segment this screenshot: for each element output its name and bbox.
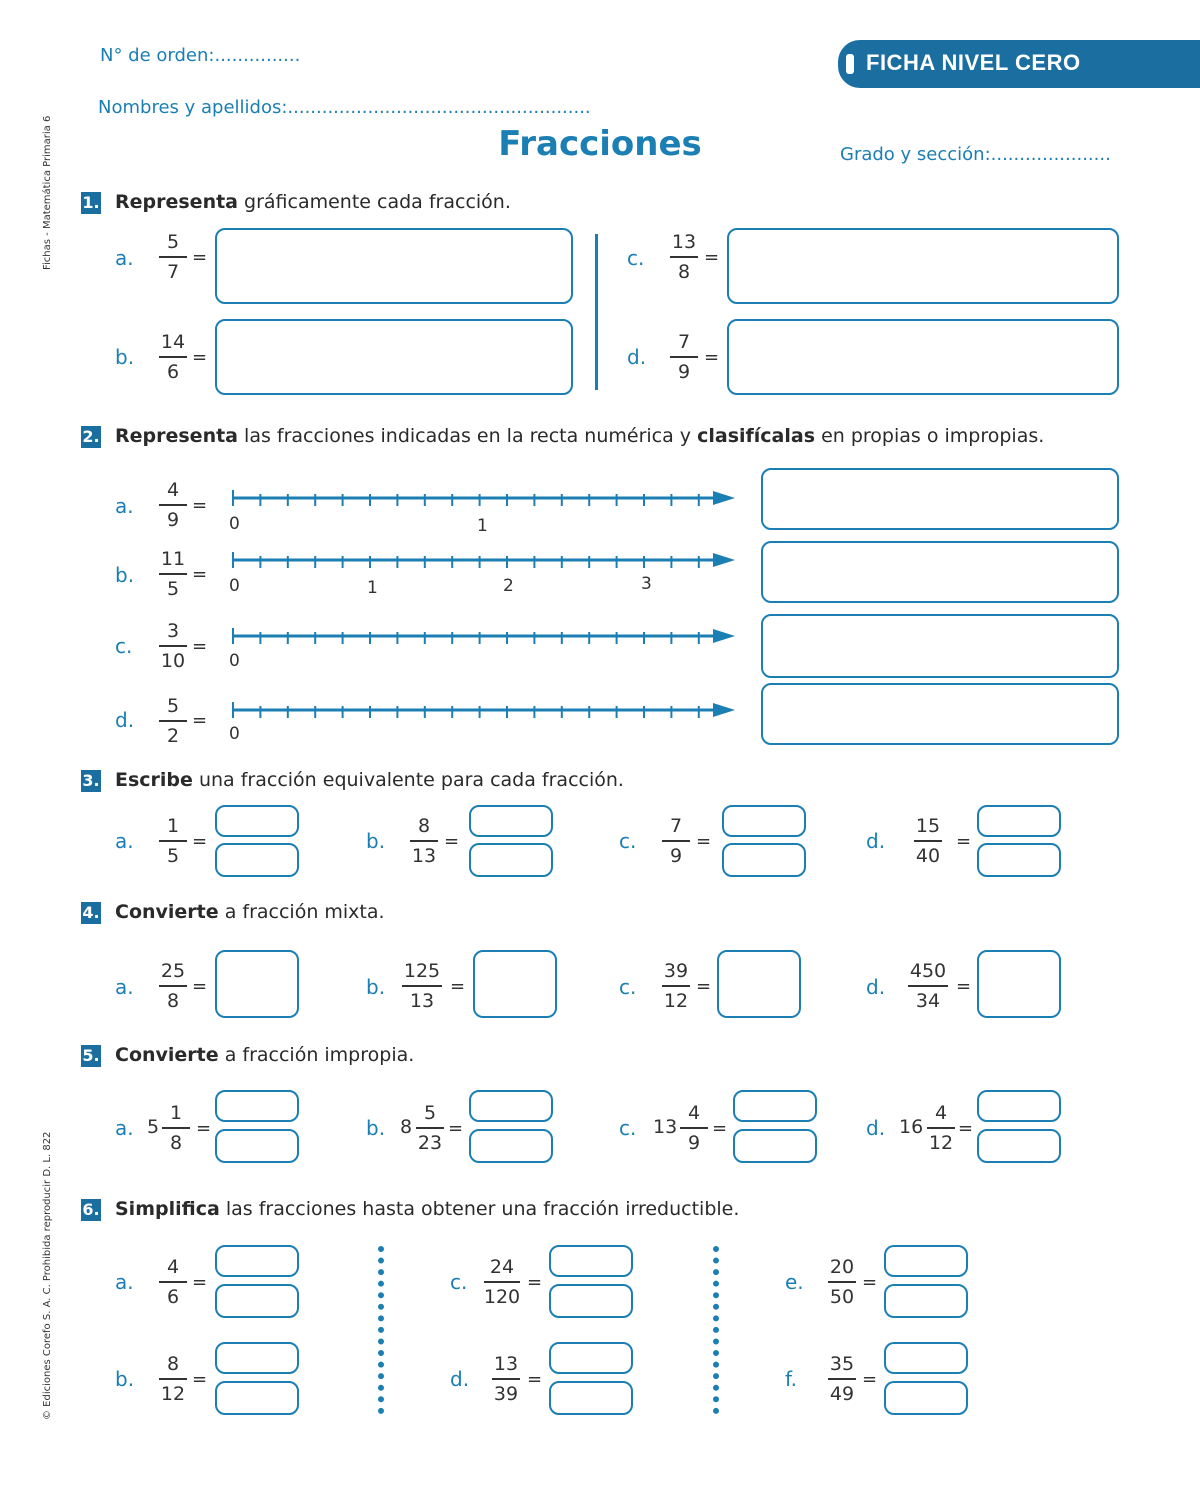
question-4-number: 4. <box>82 903 100 922</box>
q6-numerator-box-a[interactable] <box>215 1245 299 1277</box>
q3-numerator-box-c[interactable] <box>722 805 806 837</box>
q5-letter-b: b. <box>366 1116 386 1140</box>
q1-fraction-b: 14 6 <box>160 331 186 383</box>
q6-fraction-e: 20 50 <box>829 1256 855 1308</box>
q3-fraction-b: 8 13 <box>411 815 437 867</box>
q2-fraction-a: 4 9 <box>155 478 191 532</box>
dotted-divider-left <box>378 1246 390 1414</box>
q1-letter-b: b. <box>115 345 135 369</box>
equals-sign: = <box>192 1369 208 1390</box>
q5-fraction-b: 5 23 <box>417 1102 443 1154</box>
equals-sign: = <box>444 831 460 852</box>
student-name-field: Nombres y apellidos:..................................................... <box>98 97 591 118</box>
q2-letter-a: a. <box>115 494 134 518</box>
q5-numerator-box-a[interactable] <box>215 1090 299 1122</box>
q1-fraction-d: 7 9 <box>666 330 702 384</box>
q5-denominator-box-a[interactable] <box>215 1129 299 1163</box>
q5-fraction-d: 4 12 <box>928 1102 954 1154</box>
q2-answer-box-a[interactable] <box>761 468 1119 530</box>
q1-letter-d: d. <box>627 345 647 369</box>
question-2-number: 2. <box>82 427 100 446</box>
nl-c-label-0: 0 <box>229 651 240 671</box>
q2-answer-box-b[interactable] <box>761 541 1119 603</box>
q5-letter-d: d. <box>866 1116 886 1140</box>
q2-answer-box-d[interactable] <box>761 683 1119 745</box>
q4-answer-box-b[interactable] <box>473 950 557 1018</box>
q4-fraction-a: 25 8 <box>160 960 186 1012</box>
q3-fraction-d: 15 40 <box>915 815 941 867</box>
equals-sign: = <box>704 247 720 268</box>
q5-fraction-c: 4 9 <box>676 1101 712 1155</box>
q5-numerator-box-c[interactable] <box>733 1090 817 1122</box>
question-6-text: Simplifica las fracciones hasta obtener una fracción irreductible. <box>115 1198 740 1220</box>
q6-letter-b: b. <box>115 1367 135 1391</box>
q2-letter-c: c. <box>115 634 133 658</box>
equals-sign: = <box>956 976 972 997</box>
q3-letter-a: a. <box>115 829 134 853</box>
sidebar-copyright: © Ediciones Corefo S. A. C. Prohibida reproducir D. L. 822 <box>42 1131 53 1420</box>
q5-numerator-box-d[interactable] <box>977 1090 1061 1122</box>
q4-letter-c: c. <box>619 975 637 999</box>
q3-numerator-box-d[interactable] <box>977 805 1061 837</box>
equals-sign: = <box>192 495 208 516</box>
question-2-text: Representa las fracciones indicadas en la recta numérica y clasifícalas en propias o impropias. <box>115 425 1045 447</box>
q3-letter-d: d. <box>866 829 886 853</box>
q5-fraction-a: 1 8 <box>158 1101 194 1155</box>
q4-fraction-d: 450 34 <box>909 960 947 1012</box>
order-number-field: N° de orden:............... <box>100 45 301 66</box>
q3-fraction-c: 7 9 <box>658 814 694 868</box>
nl-d-label-0: 0 <box>229 724 240 744</box>
question-3-number: 3. <box>82 771 100 790</box>
equals-sign: = <box>192 247 208 268</box>
q6-denominator-box-c[interactable] <box>549 1284 633 1318</box>
q6-fraction-c: 24 120 <box>483 1256 521 1308</box>
q6-fraction-d: 13 39 <box>493 1353 519 1405</box>
equals-sign: = <box>192 564 208 585</box>
q3-denominator-box-a[interactable] <box>215 843 299 877</box>
question-1-number: 1. <box>82 193 100 212</box>
number-line-d <box>225 700 740 724</box>
equals-sign: = <box>192 831 208 852</box>
equals-sign: = <box>712 1118 728 1139</box>
q6-letter-a: a. <box>115 1270 134 1294</box>
q4-letter-b: b. <box>366 975 386 999</box>
q2-fraction-d: 5 2 <box>155 694 191 748</box>
q3-numerator-box-a[interactable] <box>215 805 299 837</box>
q6-denominator-box-a[interactable] <box>215 1284 299 1318</box>
q4-answer-box-d[interactable] <box>977 950 1061 1018</box>
equals-sign: = <box>862 1272 878 1293</box>
q5-numerator-box-b[interactable] <box>469 1090 553 1122</box>
q6-denominator-box-d[interactable] <box>549 1381 633 1415</box>
sidebar-series: Fichas - Matemática Primaria 6 <box>42 115 53 270</box>
equals-sign: = <box>527 1272 543 1293</box>
question-3-text: Escribe una fracción equivalente para cada fracción. <box>115 769 624 791</box>
q4-fraction-c: 39 12 <box>663 960 689 1012</box>
nl-a-label-0: 0 <box>229 514 240 534</box>
equals-sign: = <box>192 710 208 731</box>
q3-letter-c: c. <box>619 829 637 853</box>
nl-b-label-2: 2 <box>503 576 514 596</box>
q6-numerator-box-e[interactable] <box>884 1245 968 1277</box>
q2-fraction-c: 3 10 <box>160 620 186 672</box>
q5-whole-c: 13 <box>653 1116 678 1138</box>
q6-denominator-box-b[interactable] <box>215 1381 299 1415</box>
q1-letter-c: c. <box>627 246 645 270</box>
q5-whole-b: 8 <box>400 1116 413 1138</box>
equals-sign: = <box>192 636 208 657</box>
equals-sign: = <box>527 1369 543 1390</box>
q2-fraction-b: 11 5 <box>160 548 186 600</box>
q6-letter-d: d. <box>450 1367 470 1391</box>
equals-sign: = <box>862 1369 878 1390</box>
q6-numerator-box-f[interactable] <box>884 1342 968 1374</box>
number-line-a <box>225 488 740 512</box>
q6-numerator-box-d[interactable] <box>549 1342 633 1374</box>
q3-denominator-box-b[interactable] <box>469 843 553 877</box>
q5-denominator-box-d[interactable] <box>977 1129 1061 1163</box>
q6-denominator-box-f[interactable] <box>884 1381 968 1415</box>
q6-letter-f: f. <box>785 1367 797 1391</box>
level-badge <box>838 40 1200 88</box>
equals-sign: = <box>704 347 720 368</box>
q3-letter-b: b. <box>366 829 386 853</box>
nl-b-label-0: 0 <box>229 576 240 596</box>
question-5-number: 5. <box>82 1046 100 1065</box>
grade-section-field: Grado y sección:..................... <box>840 144 1111 165</box>
equals-sign: = <box>196 1118 212 1139</box>
q4-answer-box-a[interactable] <box>215 950 299 1018</box>
page-title: Fracciones <box>498 124 702 164</box>
badge-label: FICHA NIVEL CERO <box>866 50 1081 75</box>
q5-whole-a: 5 <box>147 1116 160 1138</box>
q4-letter-a: a. <box>115 975 134 999</box>
q6-numerator-box-b[interactable] <box>215 1342 299 1374</box>
q3-fraction-a: 1 5 <box>155 814 191 868</box>
equals-sign: = <box>192 347 208 368</box>
q1-answer-box-a[interactable] <box>215 228 573 304</box>
q6-letter-e: e. <box>785 1270 804 1294</box>
dotted-divider-right <box>713 1246 725 1414</box>
q6-fraction-f: 35 49 <box>829 1353 855 1405</box>
q6-denominator-box-e[interactable] <box>884 1284 968 1318</box>
q5-letter-c: c. <box>619 1116 637 1140</box>
q3-denominator-box-c[interactable] <box>722 843 806 877</box>
nl-b-label-3: 3 <box>641 574 652 594</box>
q4-answer-box-c[interactable] <box>717 950 801 1018</box>
q6-numerator-box-c[interactable] <box>549 1245 633 1277</box>
q4-letter-d: d. <box>866 975 886 999</box>
equals-sign: = <box>696 831 712 852</box>
question-4-text: Convierte a fracción mixta. <box>115 901 385 923</box>
q5-whole-d: 16 <box>899 1116 924 1138</box>
badge-tab-icon <box>846 54 854 74</box>
equals-sign: = <box>956 831 972 852</box>
q6-fraction-b: 8 12 <box>160 1353 186 1405</box>
q1-letter-a: a. <box>115 246 134 270</box>
nl-a-label-1: 1 <box>477 516 488 536</box>
equals-sign: = <box>696 976 712 997</box>
equals-sign: = <box>450 976 466 997</box>
number-line-b <box>225 550 740 574</box>
column-divider <box>595 234 598 390</box>
q1-answer-box-d[interactable] <box>727 319 1119 395</box>
q2-letter-d: d. <box>115 708 135 732</box>
nl-b-label-1: 1 <box>367 578 378 598</box>
equals-sign: = <box>448 1118 464 1139</box>
q5-letter-a: a. <box>115 1116 134 1140</box>
equals-sign: = <box>192 1272 208 1293</box>
q1-fraction-a: 5 7 <box>155 230 191 284</box>
q1-answer-box-c[interactable] <box>727 228 1119 304</box>
q4-fraction-b: 125 13 <box>403 960 441 1012</box>
number-line-c <box>225 626 740 650</box>
question-6-number: 6. <box>82 1200 100 1219</box>
q6-letter-c: c. <box>450 1270 468 1294</box>
equals-sign: = <box>958 1118 974 1139</box>
q3-denominator-box-d[interactable] <box>977 843 1061 877</box>
q5-denominator-box-b[interactable] <box>469 1129 553 1163</box>
equals-sign: = <box>192 976 208 997</box>
q2-letter-b: b. <box>115 563 135 587</box>
q6-fraction-a: 4 6 <box>155 1255 191 1309</box>
question-5-text: Convierte a fracción impropia. <box>115 1044 415 1066</box>
q3-numerator-box-b[interactable] <box>469 805 553 837</box>
question-1-text: Representa gráficamente cada fracción. <box>115 191 511 213</box>
q1-fraction-c: 13 8 <box>671 231 697 283</box>
q5-denominator-box-c[interactable] <box>733 1129 817 1163</box>
q2-answer-box-c[interactable] <box>761 614 1119 678</box>
q1-answer-box-b[interactable] <box>215 319 573 395</box>
